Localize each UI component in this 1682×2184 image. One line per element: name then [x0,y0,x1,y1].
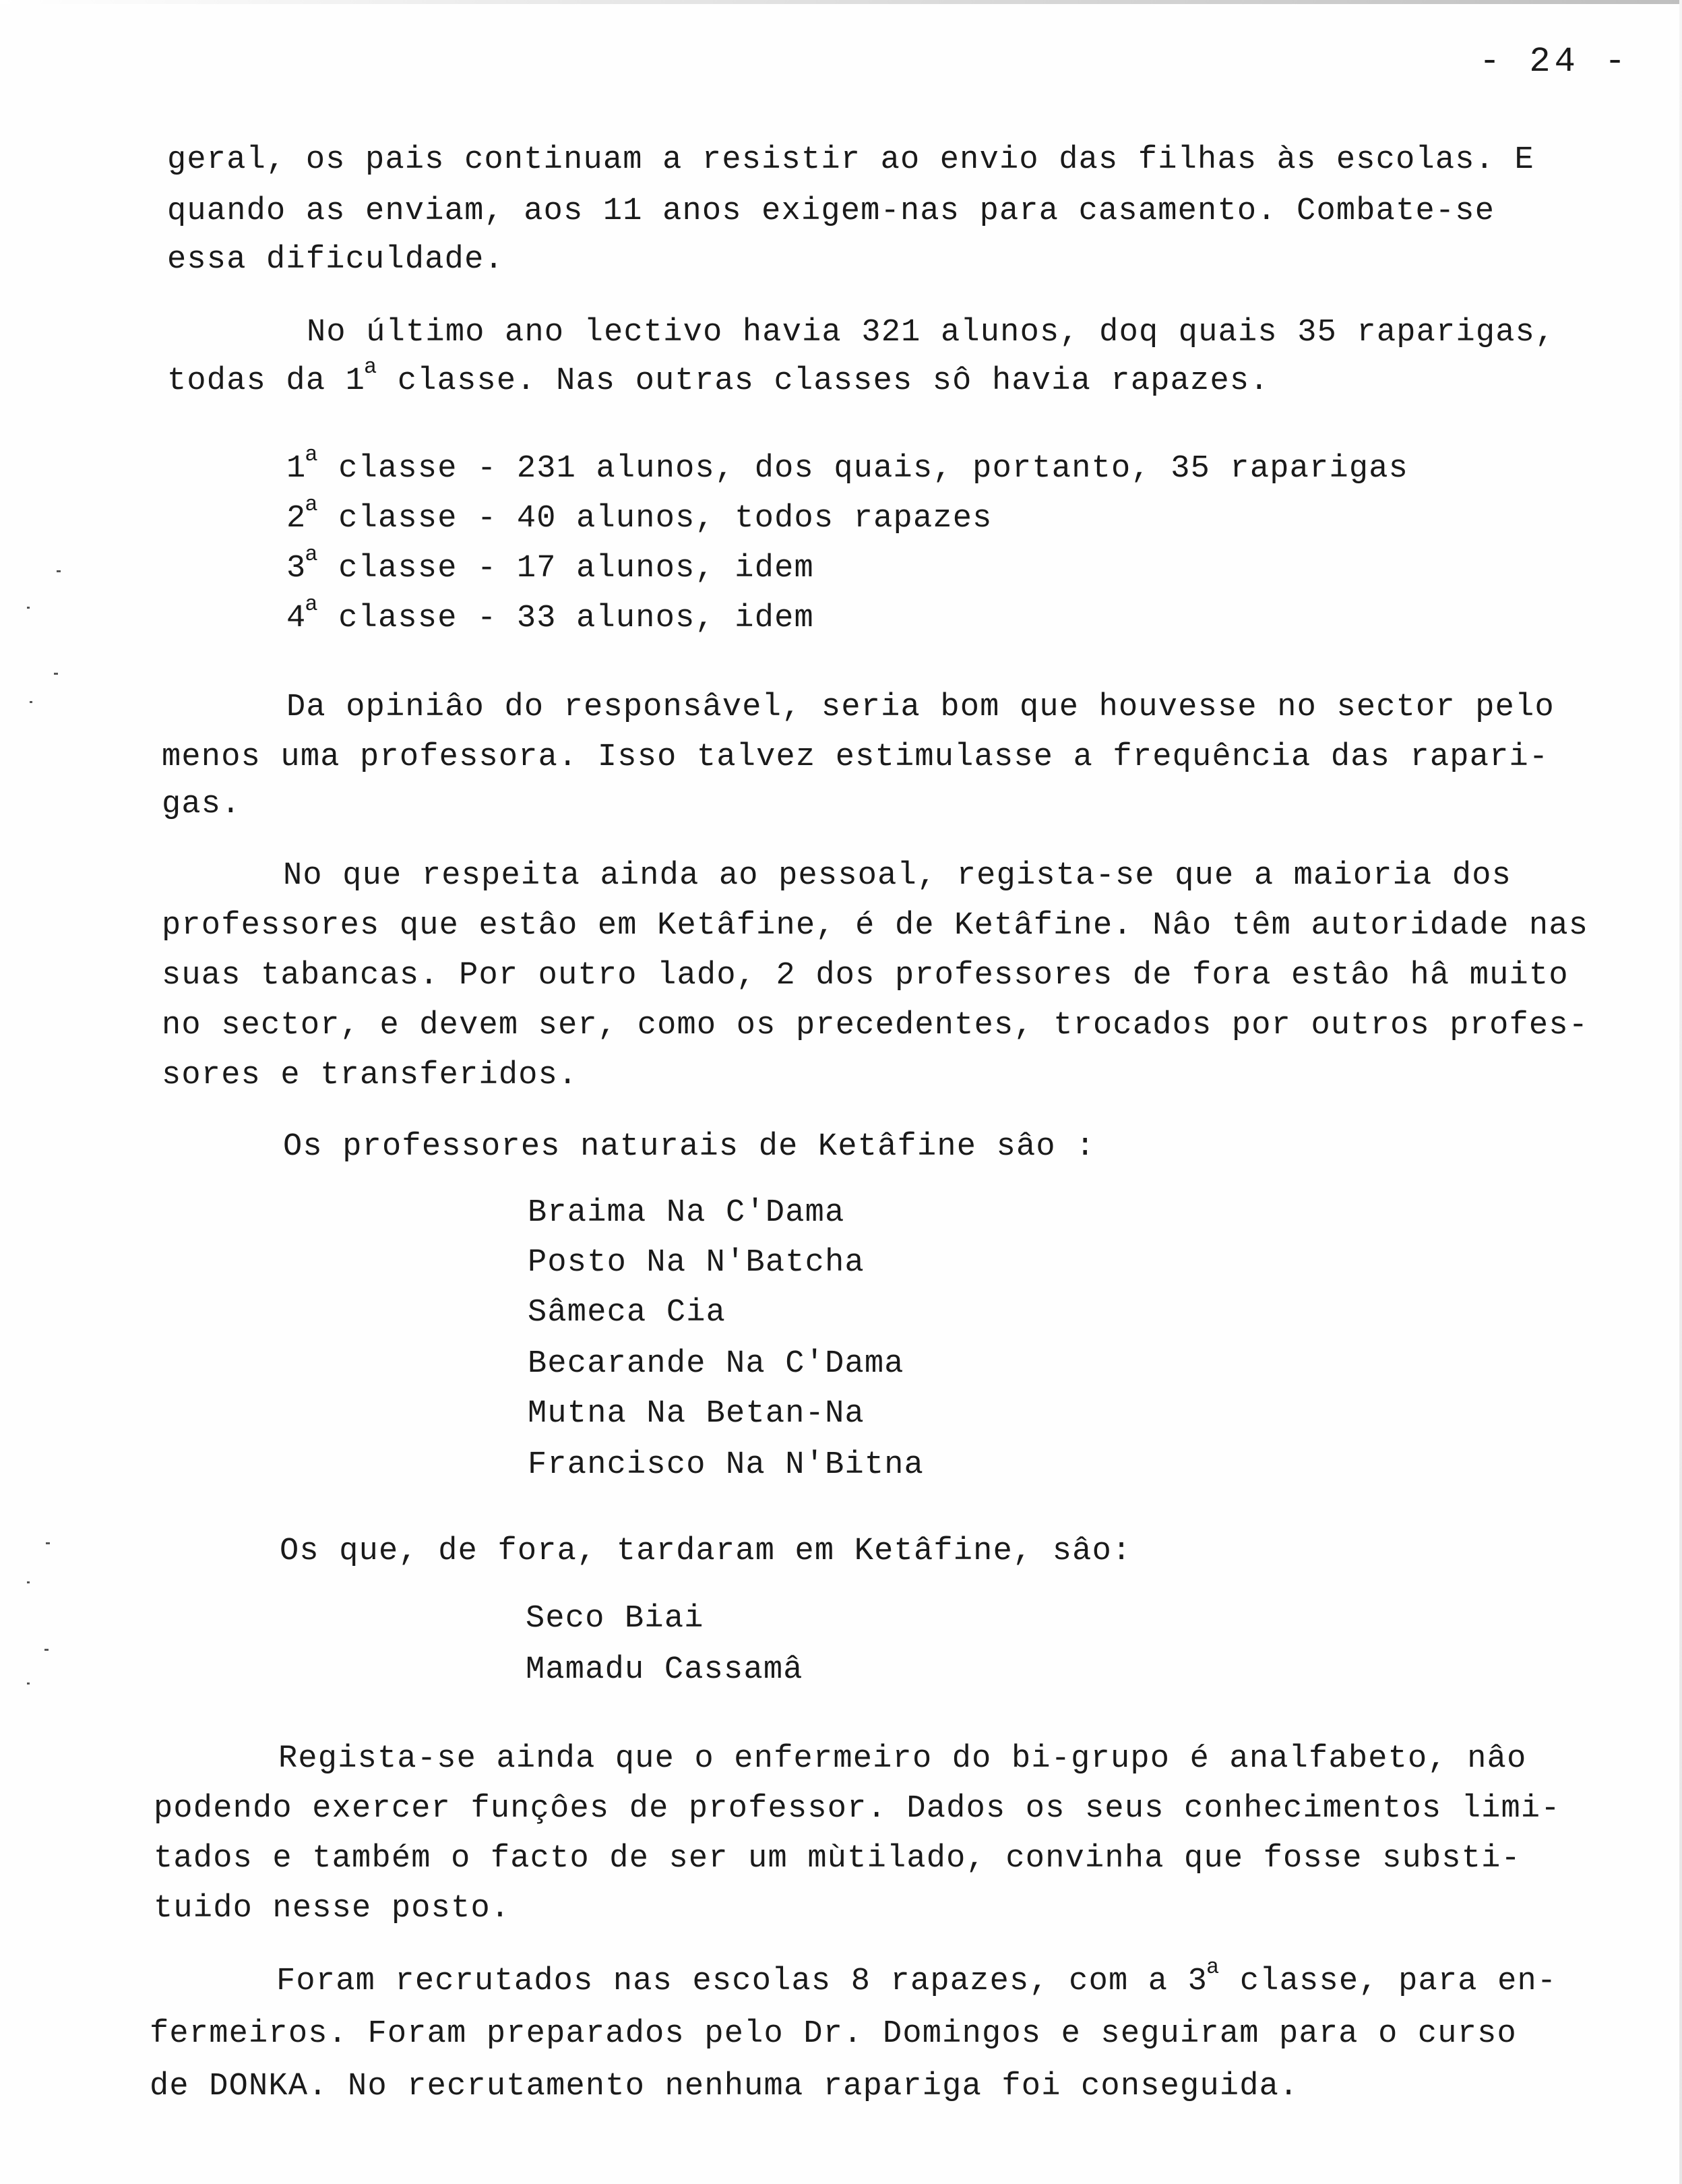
paragraph-1-line-1: geral, os pais continuam a resistir ao envio das filhas às escolas. E [167,142,1534,178]
paragraph-2-line-2-start: todas da 1 [167,363,366,399]
paragraph-4-line-2: professores que estâo em Ketâfine, é de Ketâfine. Nâo têm autoridade nas [162,908,1589,944]
paragraph-5-line-2: podendo exercer funçôes de professor. Dados os seus conhecimentos limi- [154,1791,1561,1827]
ordinal-superscript: a [364,355,378,380]
paragraph-3-line-1: Da opiniâo do responsâvel, seria bom que houvesse no sector pelo [286,690,1555,725]
teacher-name: Braima Na C'Dama [528,1195,845,1231]
scan-speck [57,570,61,572]
paragraph-4-line-1: No que respeita ainda ao pessoal, regista-se que a maioria dos [283,858,1512,894]
paragraph-2-line-2 [167,355,1270,402]
teacher-name: Seco Biai [526,1601,704,1637]
paragraph-4-line-4: no sector, e devem ser, como os precedentes, trocados por outros profes- [162,1008,1589,1043]
paragraph-4-line-3: suas tabancas. Por outro lado, 2 dos professores de fora estâo hâ muito [162,958,1569,994]
paragraph-2-line-1: No último ano lectivo havia 321 alunos, doq quais 35 raparigas, [307,315,1555,351]
class-list-item: 4$^a$ classe - 33 alunos, idem [286,592,814,636]
teacher-name: Francisco Na N'Bitna [528,1447,925,1483]
teacher-name: Mamadu Cassamâ [526,1652,803,1688]
paragraph-5-line-3: tados e também o facto de ser um mùtilado, convinha que fosse substi- [154,1841,1521,1877]
paragraph-6-line-2: fermeiros. Foram preparados pelo Dr. Domingos e seguiram para o curso [150,2016,1517,2052]
scan-speck [27,1682,30,1685]
scan-speck [27,607,30,609]
scan-speck [46,1542,50,1544]
outsiders-intro: Os que, de fora, tardaram em Ketâfine, sâo: [280,1534,1132,1569]
scan-speck [27,1581,30,1583]
scan-speck [44,1649,49,1651]
paragraph-5-line-4: tuido nesse posto. [154,1891,511,1927]
paragraph-6-line-1: Foram recrutados nas escolas 8 rapazes, com a 3$^a$ classe, para en- [276,1955,1557,1999]
class-list-item: 2$^a$ classe - 40 alunos, todos rapazes [286,492,993,537]
class-list-item: 3$^a$ classe - 17 alunos, idem [286,542,814,586]
paragraph-6-line-3: de DONKA. No recrutamento nenhuma rapariga foi conseguida. [150,2069,1299,2104]
scan-speck [30,701,32,703]
teacher-name: Becarande Na C'Dama [528,1346,904,1382]
teacher-name: Posto Na N'Batcha [528,1245,865,1281]
teacher-name: Sâmeca Cia [528,1295,726,1331]
class-list-item: 1$^a$ classe - 231 alunos, dos quais, portanto, 35 raparigas [286,442,1409,487]
paragraph-3-line-2: menos uma professora. Isso talvez estimulasse a frequência das rapari- [162,739,1549,775]
paragraph-3-line-3: gas. [162,787,241,822]
paragraph-2-line-2-end: classe. Nas outras classes sô havia rapazes. [377,363,1270,399]
page-number: - 24 - [1479,42,1630,82]
paragraph-1-line-2: quando as enviam, aos 11 anos exigem-nas para casamento. Combate-se [167,193,1495,229]
paragraph-1-line-3: essa dificuldade. [167,242,504,278]
paragraph-5-line-1: Regista-se ainda que o enfermeiro do bi-grupo é analfabeto, nâo [278,1741,1527,1777]
top-edge-line [0,0,1682,4]
teacher-name: Mutna Na Betan-Na [528,1396,865,1432]
scan-speck [54,673,58,675]
right-edge-shadow [1679,0,1682,2184]
natives-intro: Os professores naturais de Ketâfine sâo : [283,1129,1096,1165]
paragraph-4-line-5: sores e transferidos. [162,1058,578,1093]
ordinal-superscript: a [1206,1955,1220,1980]
